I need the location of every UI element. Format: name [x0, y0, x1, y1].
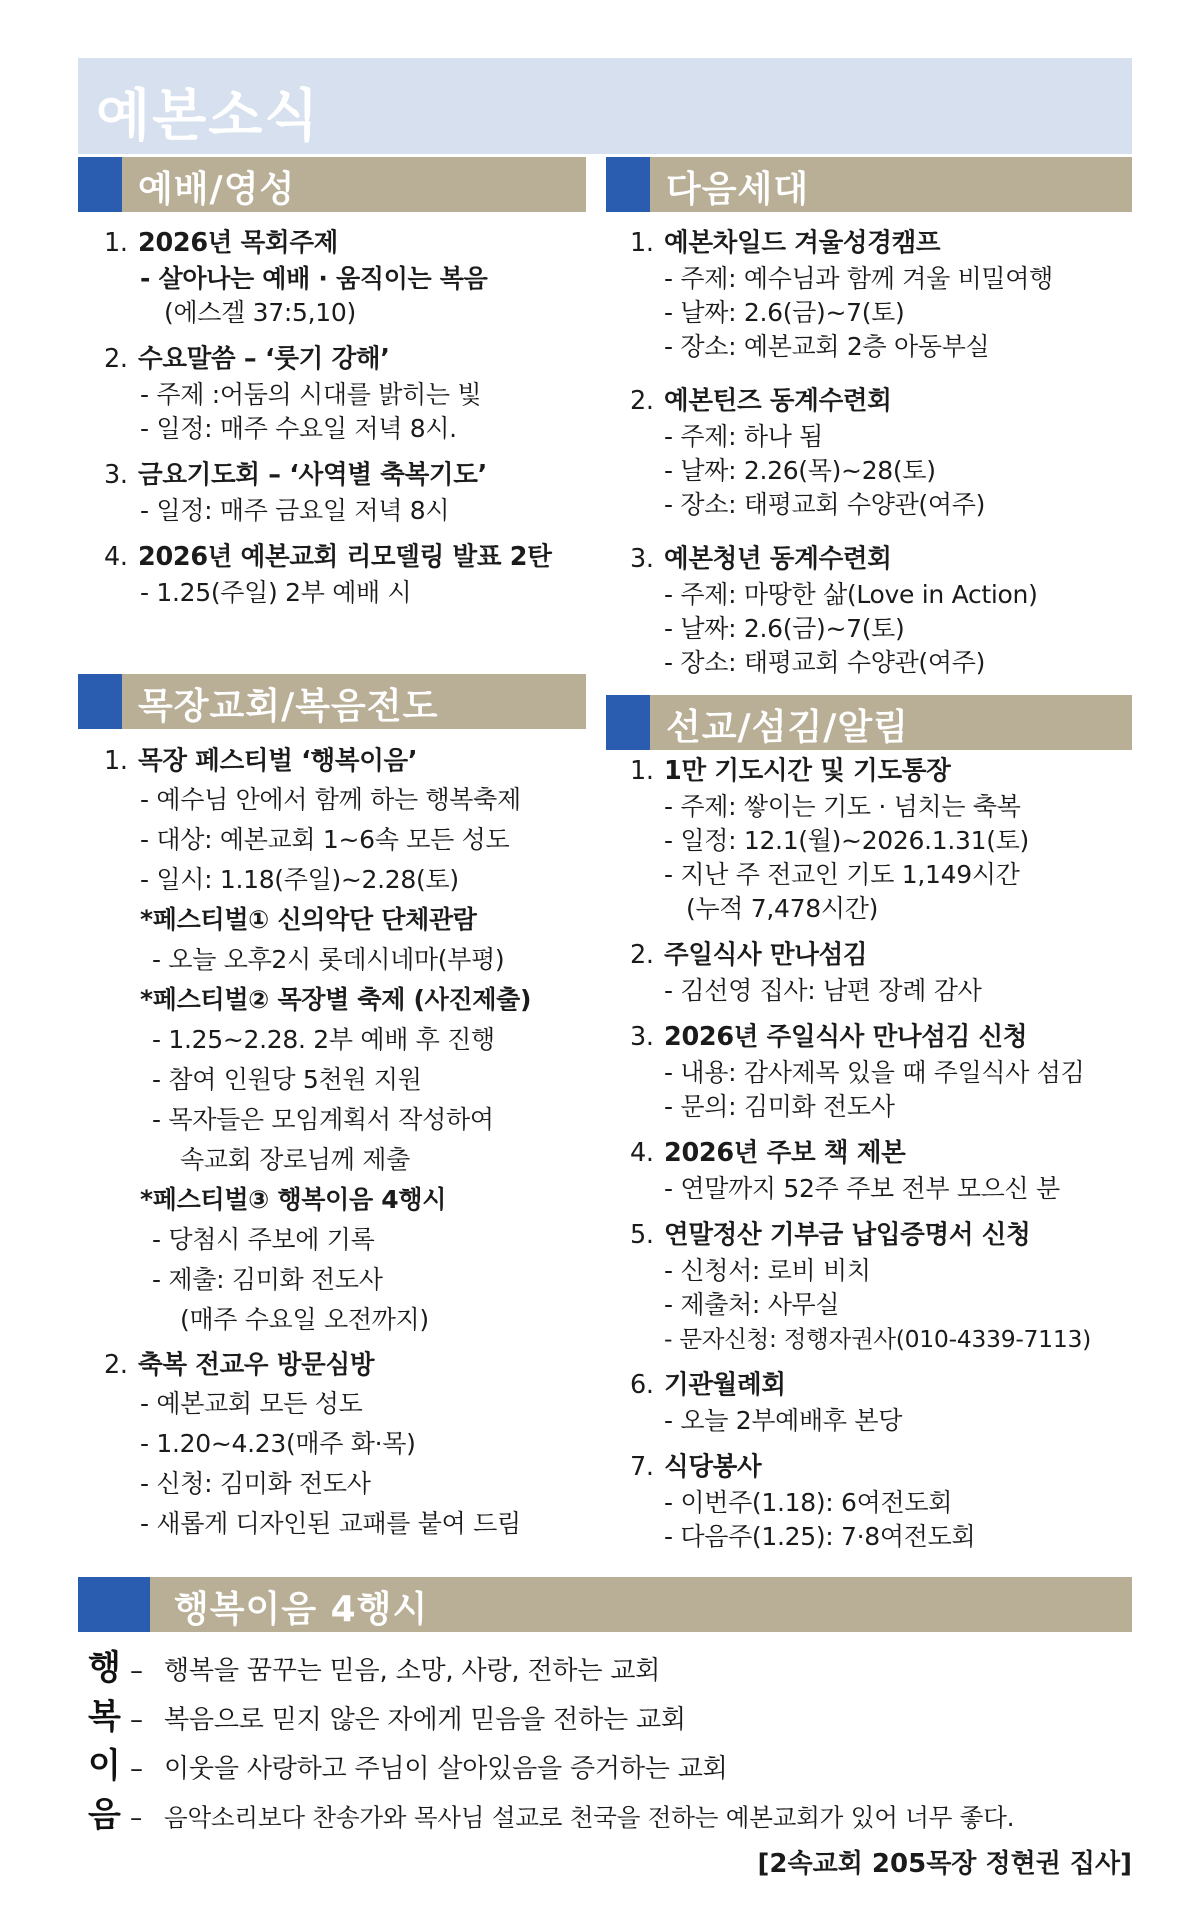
acrostic-row — [88, 1689, 686, 1738]
item-title: 연말정산 기부금 납입증명서 신청 — [664, 1220, 1031, 1250]
item-line: - 1.25(주일) 2부 예배 시 — [140, 578, 412, 607]
item-number: 3. — [104, 460, 128, 490]
page-title-bar — [78, 58, 1132, 154]
item-number: 3. — [630, 544, 654, 574]
section-header-worship — [78, 157, 586, 212]
section-title: 행복이음 4행시 — [174, 1589, 429, 1630]
item-line: - 살아나는 예배 · 움직이는 복음 — [140, 264, 488, 293]
item-number: 2. — [104, 1350, 128, 1380]
page-title: 예본소식 — [96, 84, 321, 149]
item-line: - 1.25~2.28. 2부 예배 후 진행 — [152, 1025, 495, 1054]
item-number: 1. — [104, 228, 128, 258]
item-line: - 일정: 12.1(월)~2026.1.31(토) — [664, 826, 1029, 855]
item-line: - 신청: 김미화 전도사 — [140, 1469, 371, 1498]
item-number: 3. — [630, 1022, 654, 1052]
acrostic-char: 음 — [88, 1795, 121, 1835]
item-title: 2026년 주보 책 제본 — [664, 1138, 906, 1168]
list-item — [630, 1448, 1130, 1554]
item-line: - 예본교회 모든 성도 — [140, 1389, 363, 1418]
item-line: - 1.20~4.23(매주 화·목) — [140, 1429, 416, 1458]
item-number: 4. — [104, 542, 128, 572]
item-line: - 주제 :어둠의 시대를 밝히는 빛 — [140, 380, 482, 409]
list-item — [630, 1216, 1130, 1356]
acrostic-dash: – — [130, 1754, 143, 1784]
item-title: 수요말씀 – ‘룻기 강해’ — [138, 344, 390, 374]
acrostic-text: 행복을 꿈꾸는 믿음, 소망, 사랑, 전하는 교회 — [164, 1656, 661, 1686]
item-line: (매주 수요일 오전까지) — [180, 1305, 429, 1334]
acrostic-char: 행 — [88, 1648, 121, 1688]
section-marker — [78, 1577, 150, 1632]
item-line: - 제출: 김미화 전도사 — [152, 1265, 383, 1294]
item-line: - 오늘 오후2시 롯데시네마(부평) — [152, 945, 505, 974]
item-line: - 주제: 하나 됨 — [664, 422, 824, 451]
acrostic-char: 복 — [88, 1697, 121, 1737]
acrostic-char: 이 — [88, 1746, 121, 1786]
worship-list — [104, 224, 584, 610]
item-line: - 다음주(1.25): 7·8여전도회 — [664, 1522, 976, 1551]
item-line: - 장소: 태평교회 수양관(여주) — [664, 648, 986, 677]
item-line: - 장소: 예본교회 2층 아동부실 — [664, 332, 990, 361]
item-number: 4. — [630, 1138, 654, 1168]
item-line: *페스티벌③ 행복이음 4행시 — [140, 1185, 447, 1214]
cell-list — [104, 742, 584, 1544]
item-line: - 참여 인원당 5천원 지원 — [152, 1065, 422, 1094]
section-marker — [78, 674, 122, 729]
item-line: - 일정: 매주 금요일 저녁 8시 — [140, 496, 450, 525]
list-item — [104, 538, 584, 610]
item-line: - 날짜: 2.6(금)~7(토) — [664, 298, 905, 327]
item-line: - 일시: 1.18(주일)~2.28(토) — [140, 865, 459, 894]
item-title: 2026년 목회주제 — [138, 228, 339, 258]
item-title: 금요기도회 – ‘사역별 축복기도’ — [138, 460, 487, 490]
item-title: 주일식사 만나섬김 — [664, 940, 868, 970]
item-number: 2. — [630, 386, 654, 416]
item-number: 1. — [104, 746, 128, 776]
list-item — [630, 1018, 1130, 1124]
list-item — [104, 340, 584, 446]
item-line: - 제출처: 사무실 — [664, 1290, 840, 1319]
item-line: - 신청서: 로비 비치 — [664, 1256, 871, 1285]
item-line: - 주제: 쌓이는 기도 · 넘치는 축복 — [664, 792, 1021, 821]
item-line: - 일정: 매주 수요일 저녁 8시. — [140, 414, 457, 443]
section-header-acrostic — [78, 1577, 1132, 1632]
list-item — [104, 456, 584, 528]
item-title: 예본청년 동계수련회 — [664, 544, 892, 574]
list-item — [630, 1366, 1130, 1438]
item-line: - 장소: 태평교회 수양관(여주) — [664, 490, 986, 519]
item-number: 5. — [630, 1220, 654, 1250]
acrostic-dash: – — [130, 1656, 143, 1686]
item-line: - 예수님 안에서 함께 하는 행복축제 — [140, 785, 521, 814]
item-line: - 이번주(1.18): 6여전도회 — [664, 1488, 953, 1517]
item-line: *페스티벌② 목장별 축제 (사진제출) — [140, 985, 532, 1014]
item-number: 1. — [630, 756, 654, 786]
list-item — [630, 936, 1130, 1008]
item-line: - 문의: 김미화 전도사 — [664, 1092, 895, 1121]
section-marker — [606, 157, 650, 212]
item-number: 7. — [630, 1452, 654, 1482]
list-item — [104, 742, 584, 1340]
item-line: (에스겔 37:5,10) — [164, 298, 356, 327]
nextgen-list — [630, 224, 1130, 680]
acrostic-signature: [2속교회 205목장 정현권 집사] — [757, 1849, 1132, 1879]
item-line: - 새롭게 디자인된 교패를 붙여 드림 — [140, 1509, 521, 1538]
item-title: 목장 페스티벌 ‘행복이음’ — [138, 746, 418, 776]
acrostic-text: 음악소리보다 찬송가와 목사님 설교로 천국을 전하는 예본교회가 있어 너무 좋다. — [164, 1803, 1015, 1832]
item-line: - 오늘 2부예배후 본당 — [664, 1406, 903, 1435]
mission-list — [630, 752, 1130, 1554]
acrostic-dash: – — [130, 1803, 143, 1832]
item-title: 예본틴즈 동계수련회 — [664, 386, 892, 416]
list-item — [630, 752, 1130, 926]
item-line: - 내용: 감사제목 있을 때 주일식사 섬김 — [664, 1058, 1085, 1087]
acrostic-row — [88, 1787, 1014, 1836]
item-number: 2. — [630, 940, 654, 970]
list-item — [104, 1346, 584, 1544]
acrostic-text: 복음으로 믿지 않은 자에게 믿음을 전하는 교회 — [164, 1705, 686, 1735]
item-line: - 주제: 예수님과 함께 겨울 비밀여행 — [664, 264, 1053, 293]
item-title: 2026년 예본교회 리모델링 발표 2탄 — [138, 542, 552, 572]
section-title: 선교/섬김/알림 — [666, 707, 909, 748]
item-number: 2. — [104, 344, 128, 374]
item-title: 예본차일드 겨울성경캠프 — [664, 228, 941, 258]
section-title: 예배/영성 — [138, 169, 296, 210]
item-line: - 날짜: 2.26(목)~28(토) — [664, 456, 936, 485]
item-title: 2026년 주일식사 만나섬김 신청 — [664, 1022, 1028, 1052]
item-line: - 지난 주 전교인 기도 1,149시간 — [664, 860, 1020, 889]
item-line: - 대상: 예본교회 1~6속 모든 성도 — [140, 825, 510, 854]
list-item — [630, 540, 1130, 680]
item-line: - 문자신청: 정행자권사(010-4339-7113) — [664, 1325, 1092, 1353]
item-line: *페스티벌① 신의악단 단체관람 — [140, 905, 477, 934]
list-item — [104, 224, 584, 330]
section-title: 목장교회/복음전도 — [138, 686, 439, 727]
item-line: - 김선영 집사: 남편 장례 감사 — [664, 976, 982, 1005]
section-title: 다음세대 — [666, 169, 810, 210]
item-line: - 주제: 마땅한 삶(Love in Action) — [664, 580, 1038, 609]
item-line: 속교회 장로님께 제출 — [180, 1145, 410, 1174]
item-title: 식당봉사 — [664, 1452, 762, 1482]
item-line: - 당첨시 주보에 기록 — [152, 1225, 375, 1254]
acrostic-row — [88, 1738, 728, 1787]
item-title: 1만 기도시간 및 기도통장 — [664, 756, 951, 786]
item-title: 기관월례회 — [664, 1370, 786, 1400]
section-header-mission — [606, 695, 1132, 750]
item-line: (누적 7,478시간) — [686, 894, 879, 923]
item-line: - 날짜: 2.6(금)~7(토) — [664, 614, 905, 643]
item-number: 6. — [630, 1370, 654, 1400]
section-marker — [78, 157, 122, 212]
section-header-cell — [78, 674, 586, 729]
acrostic-row — [88, 1640, 660, 1689]
item-title: 축복 전교우 방문심방 — [138, 1350, 375, 1380]
list-item — [630, 382, 1130, 522]
item-line: - 연말까지 52주 주보 전부 모으신 분 — [664, 1174, 1060, 1203]
acrostic-text: 이웃을 사랑하고 주님이 살아있음을 증거하는 교회 — [164, 1754, 728, 1784]
item-number: 1. — [630, 228, 654, 258]
list-item — [630, 1134, 1130, 1206]
section-header-nextgen — [606, 157, 1132, 212]
section-marker — [606, 695, 650, 750]
item-line: - 목자들은 모임계획서 작성하여 — [152, 1105, 494, 1134]
list-item — [630, 224, 1130, 364]
acrostic-dash: – — [130, 1705, 143, 1735]
